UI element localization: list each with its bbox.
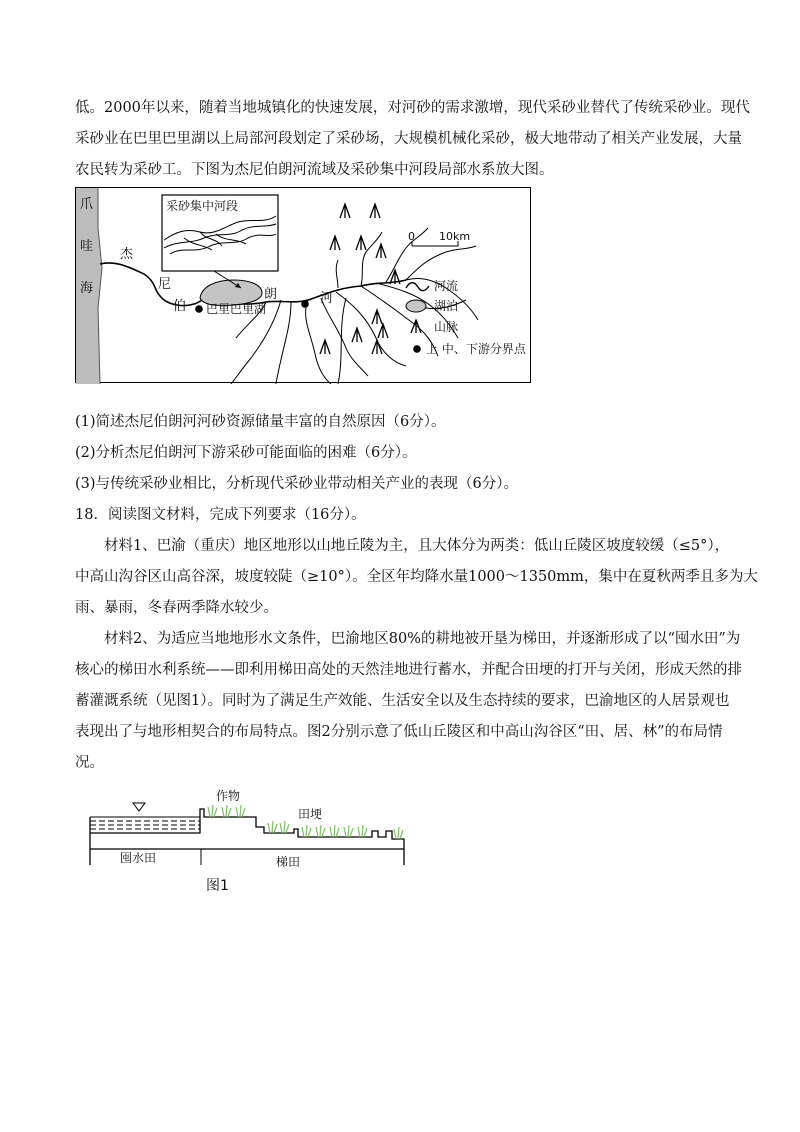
storage-field-water (90, 817, 200, 829)
material-2-line-4: 表现出了与地形相契合的布局特点。图2分别示意了低山丘陵区和中高山沟谷区“田、居、林”的布局情 (75, 724, 723, 740)
figure-1-terrace-diagram (88, 785, 418, 895)
legend-boundary-symbol (413, 345, 421, 353)
upper-boundary-point (195, 305, 203, 313)
legend-river-label: 河流 (434, 279, 459, 293)
material-2-line-5: 况。 (75, 755, 104, 771)
scale-end-label: 10km (439, 230, 471, 243)
river-label-char-1: 杰 (120, 247, 134, 262)
legend-lake-label: 湖泊 (434, 299, 459, 313)
inset-title: 采砂集中河段 (166, 199, 239, 213)
sea-label-char-1: 爪 (80, 197, 94, 212)
question-2: (2)分析杰尼伯朗河下游采砂可能面临的困难（6分）。 (75, 445, 417, 461)
question-1: (1)简述杰尼伯朗河河砂资源储量丰富的自然原因（6分）。 (75, 414, 446, 430)
material-1-line-3: 雨、暴雨，冬春两季降水较少。 (75, 600, 278, 616)
legend-boundary-label: 上 中、下游分界点 (426, 342, 526, 356)
river-label-char-5: 河 (320, 291, 334, 306)
sea-label-char-3: 海 (80, 281, 94, 296)
figure-1-caption: 图1 (206, 878, 229, 894)
terrace-drawing (88, 785, 418, 895)
ridge-label: 田埂 (298, 807, 323, 821)
scale-zero-label: 0 (408, 230, 415, 243)
intro-line-3: 农民转为采砂工。下图为杰尼伯朗河流域及采砂集中河段局部水系放大图。 (75, 162, 554, 178)
river-label-char-3: 伯 (173, 299, 187, 314)
river-label-char-2: 尼 (158, 277, 172, 292)
storage-field-label: 囤水田 (120, 851, 157, 865)
river-label-char-4: 朗 (264, 287, 278, 302)
river-basin-map (75, 187, 531, 383)
sea-label-char-2: 哇 (80, 239, 94, 254)
intro-line-2: 采砂业在巴里巴里湖以上局部河段划定了采砂场，大规模机械化采砂，极大地带动了相关产业发展，大量 (75, 131, 742, 147)
lower-boundary-point (301, 300, 309, 308)
legend-mountain-label: 山脉 (434, 320, 459, 334)
lake-label: 巴里巴里湖 (206, 302, 267, 316)
question-3: (3)与传统采砂业相比，分析现代采砂业带动相关产业的表现（6分）。 (75, 476, 519, 492)
material-1-line-1: 材料1、巴渝（重庆）地区地形以山地丘陵为主，且大体分为两类：低山丘陵区坡度较缓（≤5°）， (75, 538, 730, 554)
material-2-line-1: 材料2、为适应当地地形水文条件，巴渝地区80%的耕地被开垦为梯田，并逐渐形成了以“囤水田”为 (75, 631, 741, 647)
terrace-label: 梯田 (276, 855, 301, 869)
question-18-header: 18．阅读图文材料，完成下列要求（16分）。 (75, 507, 366, 523)
legend-lake-symbol (406, 300, 426, 312)
material-2-line-2: 核心的梯田水利系统——即利用梯田高处的天然洼地进行蓄水，并配合田埂的打开与关闭，形成天然的排 (75, 662, 742, 678)
intro-line-1: 低。2000年以来，随着当地城镇化的快速发展，对河砂的需求激增，现代采砂业替代了传统采砂业。现代 (75, 100, 750, 116)
legend-river-symbol (406, 283, 429, 291)
material-1-line-2: 中高山沟谷区山高谷深，坡度较陡（≥10°）。全区年均降水量1000～1350mm，集中在夏秋两季且多为大 (75, 569, 758, 585)
material-2-line-3: 蓄灌溉系统（见图1）。同时为了满足生产效能、生活安全以及生态持续的要求，巴渝地区的人居景观也 (75, 693, 730, 709)
crop-label: 作物 (216, 789, 241, 803)
legend-mountain-symbol (411, 320, 421, 333)
water-level-marker (133, 803, 145, 811)
